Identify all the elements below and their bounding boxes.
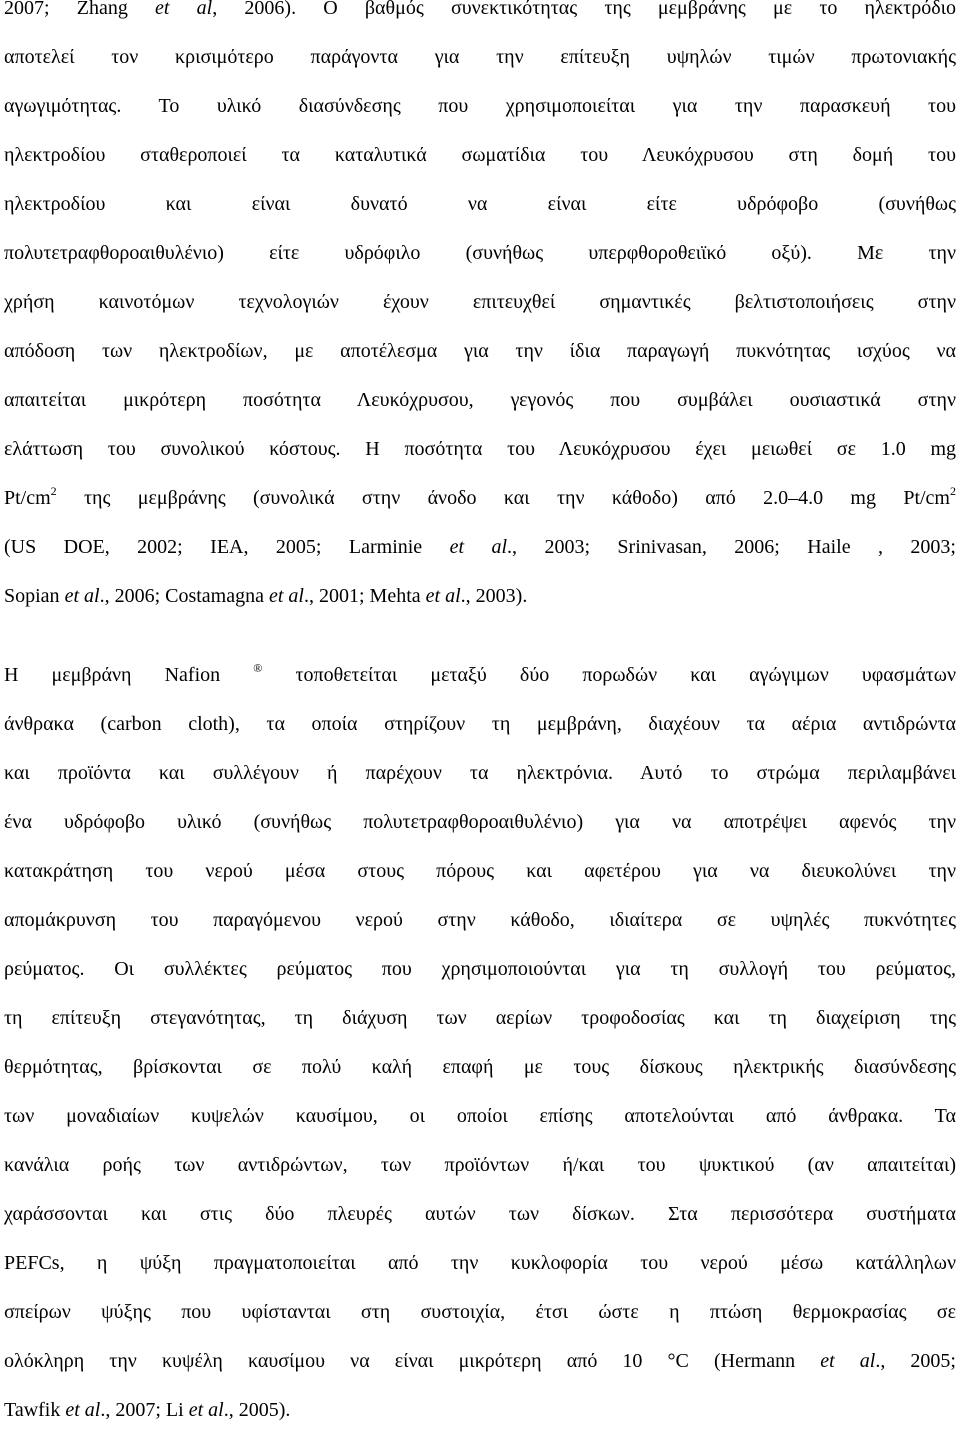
text-span: απόδοση των ηλεκτροδίων, με αποτέλεσμα για την ίδια παραγωγή πυκνότητας ισχύος να: [4, 340, 956, 362]
text-span: της μεμβράνης (συνολικά στην άνοδο και την κάθοδο) από 2.0–4.0 mg Pt/cm: [56, 487, 950, 509]
text-span: ., 2003; Srinivasan, 2006; Haile , 2003;: [507, 536, 956, 558]
text-line: [4, 383, 956, 432]
text-line: [4, 1344, 956, 1393]
text-span: ., 2005;: [875, 1350, 956, 1372]
superscript: 2: [950, 484, 956, 498]
text-span: αποτελεί τον κρισιμότερο παράγοντα για την επίτευξη υψηλών τιμών πρωτονιακής: [4, 46, 956, 68]
text-line: [4, 1246, 956, 1295]
text-span: ένα υδρόφοβο υλικό (συνήθως πολυτετραφθοροαιθυλένιο) για να αποτρέψει αφενός την: [4, 811, 956, 833]
italic-text: et al: [65, 1399, 101, 1421]
text-line: [4, 658, 956, 707]
superscript: 2: [50, 484, 57, 498]
text-span: ηλεκτροδίου και είναι δυνατό να είναι είτε υδρόφοβο (συνήθως: [4, 193, 956, 215]
text-line: [4, 1099, 956, 1148]
text-span: Tawfik: [4, 1399, 66, 1421]
italic-text: et al: [820, 1350, 876, 1372]
text-line: [4, 756, 956, 805]
text-line: [4, 481, 956, 530]
text-span: ., 2006; Costamagna: [99, 585, 269, 607]
text-line: [4, 903, 956, 952]
text-span: και προϊόντα και συλλέγουν ή παρέχουν τα ηλεκτρόνια. Αυτό το στρώμα περιλαμβάνει: [4, 762, 956, 784]
text-span: τοποθετείται μεταξύ δύο πορωδών και αγώγιμων υφασμάτων: [262, 664, 956, 686]
italic-text: et al: [425, 585, 461, 607]
text-line: [4, 89, 956, 138]
text-line: [4, 40, 956, 89]
text-span: χρήση καινοτόμων τεχνολογιών έχουν επιτευχθεί σημαντικές βελτιστοποιήσεις στην: [4, 291, 956, 313]
superscript: ®: [253, 661, 263, 675]
text-span: Sopian: [4, 585, 65, 607]
text-span: Pt/cm: [4, 487, 51, 509]
italic-text: et al: [269, 585, 304, 607]
text-span: Η μεμβράνη Nafion: [4, 664, 254, 686]
text-span: σπείρων ψύξης που υφίστανται στη συστοιχία, έτσι ώστε η πτώση θερμοκρασίας σε: [4, 1301, 956, 1323]
text-line: [4, 138, 956, 187]
text-span: απομάκρυνση του παραγόμενου νερού στην κάθοδο, ιδιαίτερα σε υψηλές πυκνότητες: [4, 909, 956, 931]
italic-text: et al: [64, 585, 100, 607]
text-span: κατακράτηση του νερού μέσα στους πόρους και αφετέρου για να διευκολύνει την: [4, 860, 956, 882]
text-line: [4, 285, 956, 334]
text-line: [4, 854, 956, 903]
text-span: των μοναδιαίων κυψελών καυσίμου, οι οποίοι επίσης αποτελούνται από άνθρακα. Τα: [4, 1105, 956, 1127]
text-span: ., 2005).: [223, 1399, 291, 1421]
text-span: ., 2001; Mehta: [304, 585, 426, 607]
text-span: PEFCs, η ψύξη πραγματοποιείται από την κυκλοφορία του νερού μέσω κατάλληλων: [4, 1252, 956, 1274]
text-line: [4, 1148, 956, 1197]
text-span: ρεύματος. Οι συλλέκτες ρεύματος που χρησιμοποιούνται για τη συλλογή του ρεύματος,: [4, 958, 956, 980]
text-line: [4, 236, 956, 285]
text-line: [4, 805, 956, 854]
text-line: [4, 187, 956, 236]
text-span: (US DOE, 2002; IEA, 2005; Larminie: [4, 536, 450, 558]
text-span: πολυτετραφθοροαιθυλένιο) είτε υδρόφιλο (συνήθως υπερφθοροθειϊκό οξύ). Με την: [4, 242, 956, 264]
text-span: κανάλια ροής των αντιδρώντων, των προϊόντων ή/και του ψυκτικού (αν απαιτείται): [4, 1154, 956, 1176]
text-line: [4, 1295, 956, 1344]
text-line: [4, 579, 956, 628]
text-span: 2007; Zhang: [4, 0, 156, 19]
text-line: [4, 952, 956, 1001]
text-span: ., 2003).: [460, 585, 528, 607]
text-span: άνθρακα (carbon cloth), τα οποία στηρίζουν τη μεμβράνη, διαχέουν τα αέρια αντιδρώντα: [4, 713, 956, 735]
text-line: [4, 1050, 956, 1099]
text-line: [4, 707, 956, 756]
text-line: [4, 1393, 956, 1442]
text-span: χαράσσονται και στις δύο πλευρές αυτών των δίσκων. Στα περισσότερα συστήματα: [4, 1203, 956, 1225]
text-line: [4, 334, 956, 383]
text-span: ηλεκτροδίου σταθεροποιεί τα καταλυτικά σωματίδια του Λευκόχρυσου στη δομή του: [4, 144, 956, 166]
text-span: ελάττωση του συνολικού κόστους. Η ποσότητα του Λευκόχρυσου έχει μειωθεί σε 1.0 mg: [4, 438, 956, 460]
paragraph-nafion-membrane: [4, 658, 956, 1442]
text-span: ., 2007; Li: [100, 1399, 189, 1421]
text-line: [4, 432, 956, 481]
text-span: τη επίτευξη στεγανότητας, τη διάχυση των αερίων τροφοδοσίας και τη διαχείριση της: [4, 1007, 956, 1029]
text-span: ολόκληρη την κυψέλη καυσίμου να είναι μικρότερη από 10 °C (Hermann: [4, 1350, 821, 1372]
text-line: [4, 0, 956, 40]
paragraph-electrode: [4, 0, 956, 628]
text-span: απαιτείται μικρότερη ποσότητα Λευκόχρυσου, γεγονός που συμβάλει ουσιαστικά στην: [4, 389, 956, 411]
italic-text: et al: [449, 536, 508, 558]
text-span: , 2006). Ο βαθμός συνεκτικότητας της μεμβράνης με το ηλεκτρόδιο: [212, 0, 956, 19]
text-line: [4, 1197, 956, 1246]
italic-text: et al: [188, 1399, 224, 1421]
italic-text: et al: [155, 0, 213, 19]
text-line: [4, 530, 956, 579]
text-span: θερμότητας, βρίσκονται σε πολύ καλή επαφή με τους δίσκους ηλεκτρικής διασύνδεσης: [4, 1056, 956, 1078]
text-span: αγωγιμότητας. Το υλικό διασύνδεσης που χρησιμοποιείται για την παρασκευή του: [4, 95, 956, 117]
text-line: [4, 1001, 956, 1050]
